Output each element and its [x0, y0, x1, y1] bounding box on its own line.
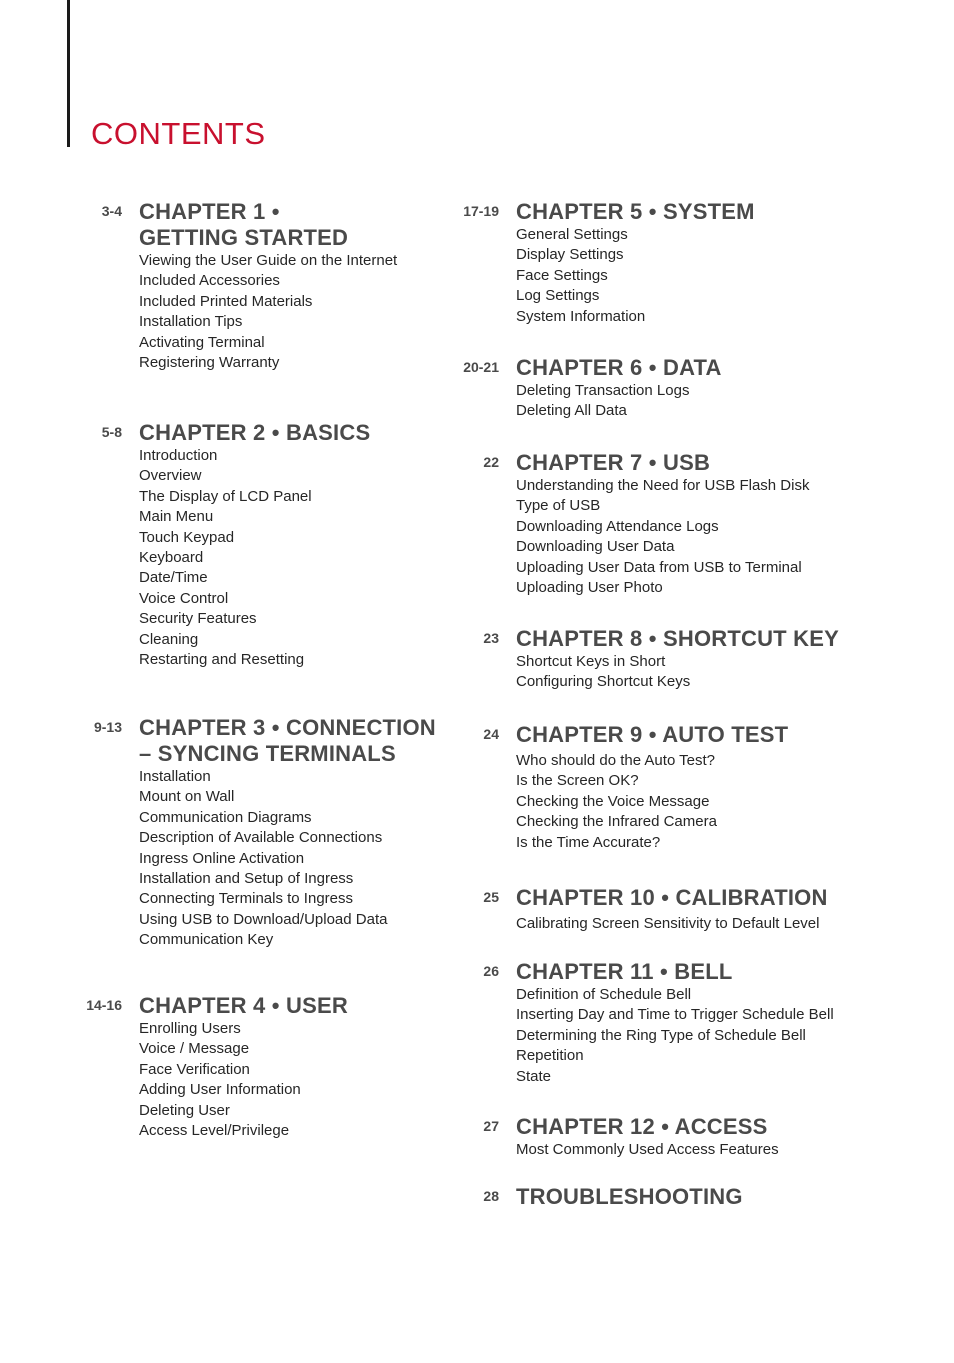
section-list — [516, 1140, 779, 1160]
toc-item[interactable]: Installation Tips — [139, 313, 243, 331]
chapter-heading[interactable]: CHAPTER 9 • AUTO TEST — [516, 722, 789, 747]
toc-chapter-10 — [483, 885, 828, 934]
toc-item[interactable]: Calibrating Screen Sensitivity to Default Level — [516, 915, 820, 932]
toc-item[interactable]: Log Settings — [516, 287, 600, 305]
section-list — [516, 381, 722, 422]
toc-item[interactable]: Adding User Information — [139, 1081, 301, 1099]
toc-item[interactable]: Cleaning — [139, 630, 199, 648]
toc-item[interactable]: Included Printed Materials — [139, 292, 313, 310]
page-range: 27 — [483, 1118, 499, 1134]
section-list — [516, 985, 834, 1087]
toc-item[interactable]: Restarting and Resetting — [139, 651, 305, 669]
toc-item[interactable]: Access Level/Privilege — [139, 1122, 290, 1140]
toc-item[interactable]: Main Menu — [139, 508, 214, 526]
page-range: 22 — [483, 454, 499, 470]
chapter-heading[interactable]: CHAPTER 3 • CONNECTION – SYNCING TERMINALS — [139, 715, 436, 766]
toc-item[interactable]: Most Commonly Used Access Features — [516, 1141, 779, 1158]
chapter-heading[interactable]: CHAPTER 2 • BASICS — [139, 420, 371, 445]
toc-item[interactable]: Installation — [139, 768, 211, 785]
toc-item[interactable]: Repetition — [516, 1047, 584, 1065]
toc-item[interactable]: The Display of LCD Panel — [139, 487, 312, 505]
toc-chapter-4 — [86, 993, 348, 1141]
page-range: 26 — [483, 963, 499, 979]
toc-troubleshooting — [483, 1184, 743, 1210]
page-title: CONTENTS — [91, 116, 266, 151]
section-list — [516, 225, 755, 327]
toc-item[interactable]: Checking the Voice Message — [516, 792, 710, 810]
toc-item[interactable]: Downloading Attendance Logs — [516, 517, 719, 535]
chapter-heading[interactable]: CHAPTER 12 • ACCESS — [516, 1114, 768, 1139]
chapter-heading[interactable]: CHAPTER 11 • BELL — [516, 959, 733, 984]
toc-item[interactable]: Is the Screen OK? — [516, 772, 639, 790]
chapter-heading[interactable]: CHAPTER 8 • SHORTCUT KEY — [516, 626, 839, 651]
page-range: 14-16 — [86, 997, 122, 1013]
toc-item[interactable]: General Settings — [516, 226, 628, 243]
toc-item[interactable]: Determining the Ring Type of Schedule Bell — [516, 1026, 806, 1044]
page-range: 9-13 — [93, 719, 122, 735]
toc-item[interactable]: Is the Time Accurate? — [516, 833, 661, 851]
toc-item[interactable]: Deleting All Data — [516, 402, 627, 420]
toc-item[interactable]: Mount on Wall — [139, 788, 235, 806]
toc-chapter-9 — [483, 722, 789, 853]
chapter-heading[interactable]: CHAPTER 4 • USER — [139, 993, 348, 1018]
page-range: 24 — [483, 726, 499, 742]
toc-item[interactable]: Type of USB — [516, 497, 601, 515]
toc-item[interactable]: System Information — [516, 307, 646, 325]
page-range: 17-19 — [463, 203, 499, 219]
toc-item[interactable]: Ingress Online Activation — [139, 849, 305, 867]
chapter-heading[interactable]: CHAPTER 10 • CALIBRATION — [516, 885, 828, 910]
page-range: 25 — [483, 889, 499, 905]
chapter-heading[interactable]: TROUBLESHOOTING — [516, 1184, 743, 1209]
margin-rule — [67, 0, 70, 147]
section-list — [139, 1019, 348, 1141]
toc-item[interactable]: Description of Available Connections — [139, 829, 383, 847]
section-list — [516, 751, 788, 853]
page-range: 28 — [483, 1188, 499, 1204]
toc-item[interactable]: Shortcut Keys in Short — [516, 653, 666, 670]
toc-item[interactable]: Activating Terminal — [139, 333, 265, 351]
toc-chapter-5 — [463, 199, 755, 327]
section-list — [139, 446, 370, 670]
toc-item[interactable]: Face Verification — [139, 1060, 250, 1078]
toc-item[interactable]: Registering Warranty — [139, 354, 280, 372]
toc-chapter-2 — [101, 420, 371, 670]
toc-item[interactable]: Included Accessories — [139, 272, 280, 290]
section-list — [516, 652, 839, 693]
section-list — [139, 251, 397, 373]
toc-item[interactable]: Uploading User Data from USB to Terminal — [516, 558, 802, 576]
toc-item[interactable]: Viewing the User Guide on the Internet — [139, 252, 398, 269]
toc-item[interactable]: Voice Control — [139, 589, 229, 607]
toc-item[interactable]: Communication Key — [139, 931, 274, 949]
toc-item[interactable]: Uploading User Photo — [516, 579, 663, 597]
toc-item[interactable]: Inserting Day and Time to Trigger Schedule Bell — [516, 1006, 834, 1024]
toc-item[interactable]: State — [516, 1067, 552, 1085]
toc-chapter-12 — [483, 1114, 779, 1160]
section-list — [516, 914, 828, 934]
toc-chapter-7 — [483, 450, 810, 598]
page-range: 23 — [483, 630, 499, 646]
toc-item[interactable]: Keyboard — [139, 549, 204, 567]
chapter-heading[interactable]: CHAPTER 1 • GETTING STARTED — [139, 199, 349, 250]
toc-chapter-8 — [483, 626, 839, 693]
page-range: 3-4 — [101, 203, 122, 219]
toc-item[interactable]: Using USB to Download/Upload Data — [139, 910, 388, 928]
toc-item[interactable]: Date/Time — [139, 569, 208, 587]
toc-item[interactable]: Deleting Transaction Logs — [516, 382, 690, 399]
toc-item[interactable]: Voice / Message — [139, 1040, 250, 1058]
toc-item[interactable]: Touch Keypad — [139, 528, 235, 546]
toc-chapter-6 — [463, 355, 722, 422]
toc-item[interactable]: Who should do the Auto Test? — [516, 752, 716, 769]
toc-item[interactable]: Overview — [139, 467, 202, 485]
toc-item[interactable]: Understanding the Need for USB Flash Disk — [516, 477, 810, 494]
toc-chapter-3 — [93, 715, 436, 951]
toc-item[interactable]: Introduction — [139, 447, 218, 464]
chapter-heading[interactable]: CHAPTER 6 • DATA — [516, 355, 722, 380]
page-range: 20-21 — [463, 359, 499, 375]
toc-chapter-11 — [483, 959, 834, 1087]
toc-item[interactable]: Enrolling Users — [139, 1020, 241, 1037]
toc-item[interactable]: Installation and Setup of Ingress — [139, 870, 354, 888]
toc-item[interactable]: Display Settings — [516, 246, 624, 264]
toc-item[interactable]: Deleting User — [139, 1101, 230, 1119]
toc-item[interactable]: Downloading User Data — [516, 538, 675, 556]
section-list — [516, 476, 809, 598]
toc-item[interactable]: Connecting Terminals to Ingress — [139, 890, 353, 908]
section-list — [139, 767, 436, 951]
toc-item[interactable]: Configuring Shortcut Keys — [516, 673, 691, 691]
chapter-heading[interactable]: CHAPTER 5 • SYSTEM — [516, 199, 755, 224]
toc-item[interactable]: Security Features — [139, 610, 257, 628]
toc-item[interactable]: Checking the Infrared Camera — [516, 813, 717, 831]
page-range: 5-8 — [101, 424, 122, 440]
toc-item[interactable]: Communication Diagrams — [139, 808, 312, 826]
chapter-heading[interactable]: CHAPTER 7 • USB — [516, 450, 711, 475]
toc-item[interactable]: Face Settings — [516, 266, 608, 284]
toc-chapter-1 — [101, 199, 398, 373]
toc-item[interactable]: Definition of Schedule Bell — [516, 986, 692, 1003]
